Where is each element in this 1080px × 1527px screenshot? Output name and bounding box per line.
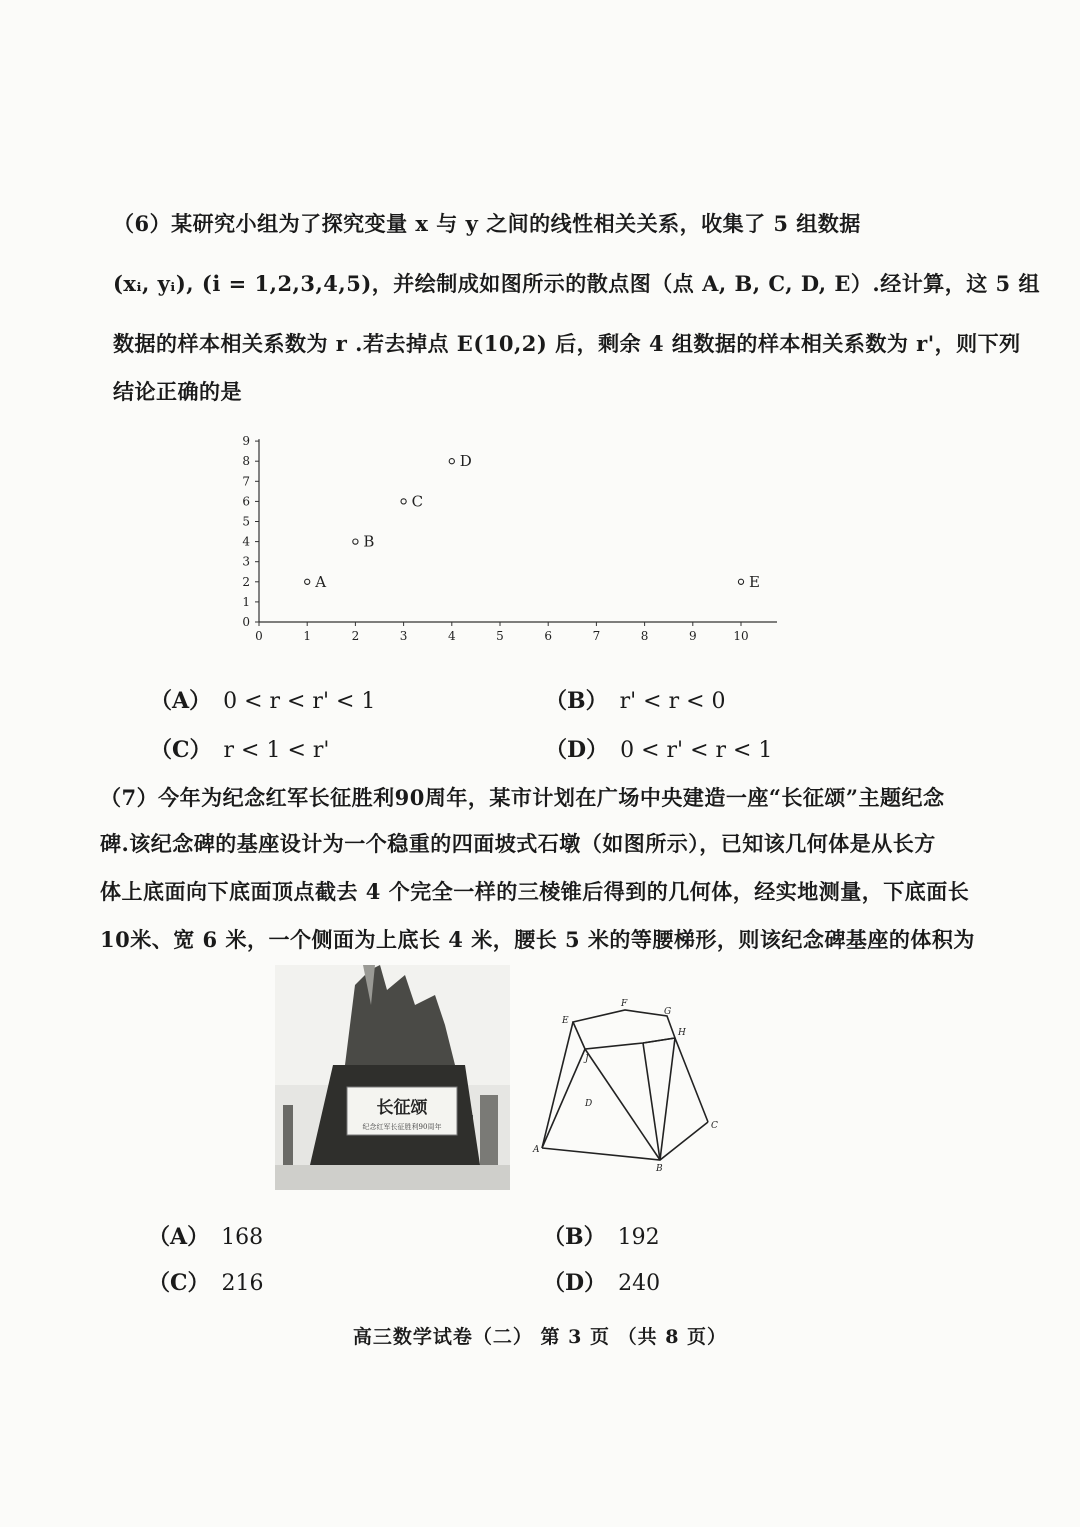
option-label: （D） — [543, 1270, 607, 1296]
q7-option-a[interactable] — [148, 1220, 263, 1251]
scatter-plot — [225, 430, 795, 650]
q6-line3: 数据的样本相关系数为 r .若去掉点 E(10,2) 后，剩余 4 组数据的样本相关系数为 r'，则下列 — [113, 331, 1021, 356]
scatter-point-c — [401, 499, 406, 504]
q6-line2: (xᵢ, yᵢ), (i = 1,2,3,4,5)，并绘制成如图所示的散点图（点 A, B, C, D, E）.经计算，这 5 组 — [113, 271, 1040, 296]
option-label: （D） — [545, 737, 609, 763]
option-label: （C） — [148, 1270, 210, 1296]
x-tick-label: 9 — [688, 629, 697, 643]
solid-label-a: A — [533, 1145, 540, 1155]
q7-line3: 体上底面向下底面顶点截去 4 个完全一样的三棱锥后得到的几何体，经实地测量，下底面长 — [100, 879, 970, 904]
option-label: （A） — [148, 1224, 210, 1250]
y-tick-label: 5 — [242, 514, 250, 529]
scatter-point-d — [449, 459, 454, 464]
x-tick-label: 8 — [640, 629, 649, 643]
y-tick-label: 6 — [242, 494, 250, 509]
solid-label-j: J — [585, 1054, 589, 1064]
solid-label-h: H — [678, 1028, 686, 1038]
q7-line2: 碑.该纪念碑的基座设计为一个稳重的四面坡式石墩（如图所示），已知该几何体是从长方 — [100, 831, 936, 856]
point-label-d: D — [459, 452, 472, 471]
solid-label-f: F — [621, 999, 628, 1009]
q6-option-b[interactable] — [545, 684, 726, 715]
y-tick-label: 2 — [242, 574, 250, 589]
option-text: 0 < r' < r < 1 — [620, 738, 773, 763]
option-label: （A） — [150, 688, 212, 714]
x-tick-label: 1 — [303, 629, 312, 643]
option-label: （C） — [150, 737, 212, 763]
solid-diagram — [525, 995, 730, 1175]
monument-photo — [275, 965, 510, 1190]
page-footer: 高三数学试卷（二） 第 3 页 （共 8 页） — [352, 1326, 728, 1348]
option-text: 216 — [221, 1271, 264, 1296]
y-tick-label: 1 — [242, 594, 250, 609]
monument-title: 长征颂 — [376, 1098, 428, 1118]
option-text: 240 — [618, 1271, 661, 1296]
x-tick-label: 0 — [255, 629, 263, 643]
y-tick-label: 3 — [242, 554, 250, 569]
monument-subtitle: 纪念红军长征胜利90周年 — [362, 1123, 442, 1131]
y-tick-label: 4 — [242, 534, 250, 549]
scatter-point-b — [353, 539, 358, 544]
option-text: r' < r < 0 — [619, 689, 726, 714]
x-tick-label: 5 — [496, 629, 504, 643]
x-tick-label: 2 — [351, 629, 360, 643]
option-label: （B） — [543, 1224, 606, 1250]
solid-label-c: C — [711, 1121, 718, 1131]
option-label: （B） — [545, 688, 608, 714]
q7-option-d[interactable] — [543, 1266, 660, 1297]
solid-label-d: D — [585, 1099, 593, 1109]
q6-line1: （6）某研究小组为了探究变量 x 与 y 之间的线性相关关系，收集了 5 组数据 — [113, 211, 861, 236]
option-text: 0 < r < r' < 1 — [223, 689, 376, 714]
option-text: r < 1 < r' — [223, 738, 330, 763]
y-tick-label: 7 — [242, 474, 250, 489]
solid-label-b: B — [656, 1164, 663, 1174]
y-tick-label: 0 — [242, 615, 250, 629]
scatter-point-a — [305, 579, 310, 584]
option-text: 192 — [617, 1225, 660, 1250]
q6-option-a[interactable] — [150, 684, 375, 715]
q7-line1: （7）今年为纪念红军长征胜利90周年，某市计划在广场中央建造一座“长征颂”主题纪念 — [100, 785, 945, 810]
x-tick-label: 7 — [592, 629, 601, 643]
q7-option-c[interactable] — [148, 1266, 264, 1297]
solid-label-g: G — [664, 1007, 672, 1017]
point-label-a: A — [315, 572, 327, 591]
q7-option-b[interactable] — [543, 1220, 660, 1251]
x-tick-label: 6 — [544, 629, 553, 643]
scatter-point-e — [738, 579, 743, 584]
x-tick-label: 10 — [733, 629, 749, 643]
point-label-e: E — [749, 572, 760, 591]
x-tick-label: 4 — [447, 629, 456, 643]
x-tick-label: 3 — [399, 629, 408, 643]
solid-label-e: E — [562, 1016, 569, 1026]
y-tick-label: 9 — [242, 434, 250, 449]
q6-option-d[interactable] — [545, 733, 772, 764]
point-label-c: C — [411, 492, 424, 511]
q6-option-c[interactable] — [150, 733, 329, 764]
y-tick-label: 8 — [242, 454, 250, 469]
q6-line4: 结论正确的是 — [113, 379, 242, 404]
option-text: 168 — [221, 1225, 264, 1250]
point-label-b: B — [363, 532, 375, 551]
q7-line4: 10米、宽 6 米，一个侧面为上底长 4 米，腰长 5 米的等腰梯形，则该纪念碑基座的体积为 — [100, 927, 975, 952]
